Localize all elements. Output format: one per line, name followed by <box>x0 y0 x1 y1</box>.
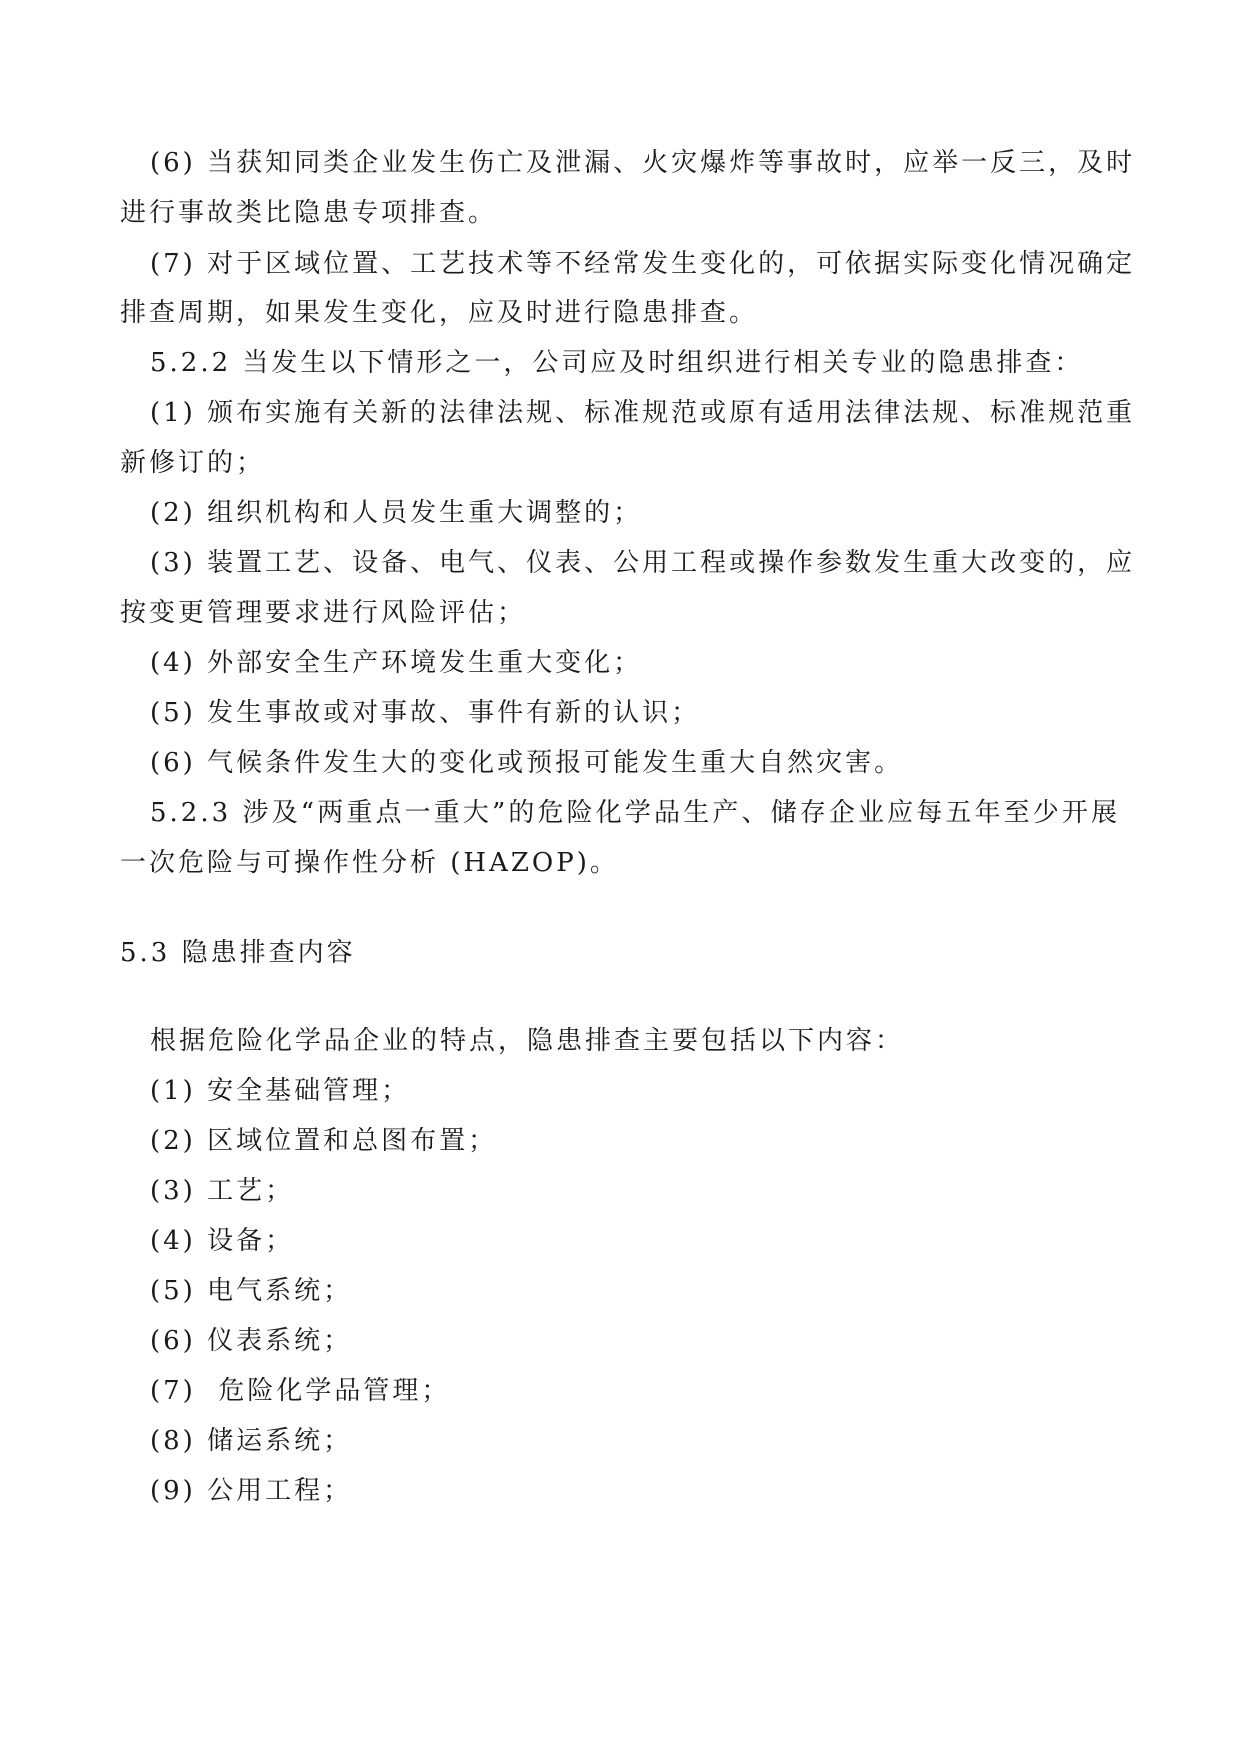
paragraph-line: (3) 装置工艺、设备、电气、仪表、公用工程或操作参数发生重大改变的，应 <box>150 548 1136 578</box>
paragraph-line: 进行事故类比隐患专项排查。 <box>120 198 498 228</box>
list-item: (9) 公用工程； <box>150 1476 353 1506</box>
paragraph-line: 5.2.2 当发生以下情形之一，公司应及时组织进行相关专业的隐患排查： <box>150 348 1084 378</box>
paragraph-line: 按变更管理要求进行风险评估； <box>120 598 527 628</box>
paragraph-line: 5.2.3 涉及“两重点一重大”的危险化学品生产、储存企业应每五年至少开展 <box>150 798 1120 828</box>
paragraph-line: 排查周期，如果发生变化，应及时进行隐患排查。 <box>120 298 759 328</box>
list-item: (4) 设备； <box>150 1226 295 1256</box>
paragraph-line: 根据危险化学品企业的特点，隐患排查主要包括以下内容： <box>150 1026 905 1056</box>
paragraph-line: (6) 气候条件发生大的变化或预报可能发生重大自然灾害。 <box>150 748 904 778</box>
list-item: (8) 储运系统； <box>150 1426 353 1456</box>
list-item: (3) 工艺； <box>150 1176 295 1206</box>
paragraph-line: (4) 外部安全生产环境发生重大变化； <box>150 648 643 678</box>
list-item: (6) 仪表系统； <box>150 1326 353 1356</box>
paragraph-line: 一次危险与可操作性分析 (HAZOP)。 <box>120 848 619 878</box>
section-heading: 5.3 隐患排查内容 <box>120 938 356 968</box>
paragraph-line: 新修订的； <box>120 448 266 478</box>
paragraph-line: (6) 当获知同类企业发生伤亡及泄漏、火灾爆炸等事故时，应举一反三，及时 <box>150 148 1136 178</box>
paragraph-line: (7) 对于区域位置、工艺技术等不经常发生变化的，可依据实际变化情况确定 <box>150 249 1136 279</box>
paragraph-line: (2) 组织机构和人员发生重大调整的； <box>150 498 643 528</box>
paragraph-line: (1) 颁布实施有关新的法律法规、标准规范或原有适用法律法规、标准规范重 <box>150 398 1136 428</box>
list-item: (2) 区域位置和总图布置； <box>150 1126 498 1156</box>
paragraph-line: (5) 发生事故或对事故、事件有新的认识； <box>150 698 701 728</box>
list-item: (7) 危险化学品管理； <box>150 1376 451 1406</box>
list-item: (5) 电气系统； <box>150 1276 353 1306</box>
list-item: (1) 安全基础管理； <box>150 1076 411 1106</box>
